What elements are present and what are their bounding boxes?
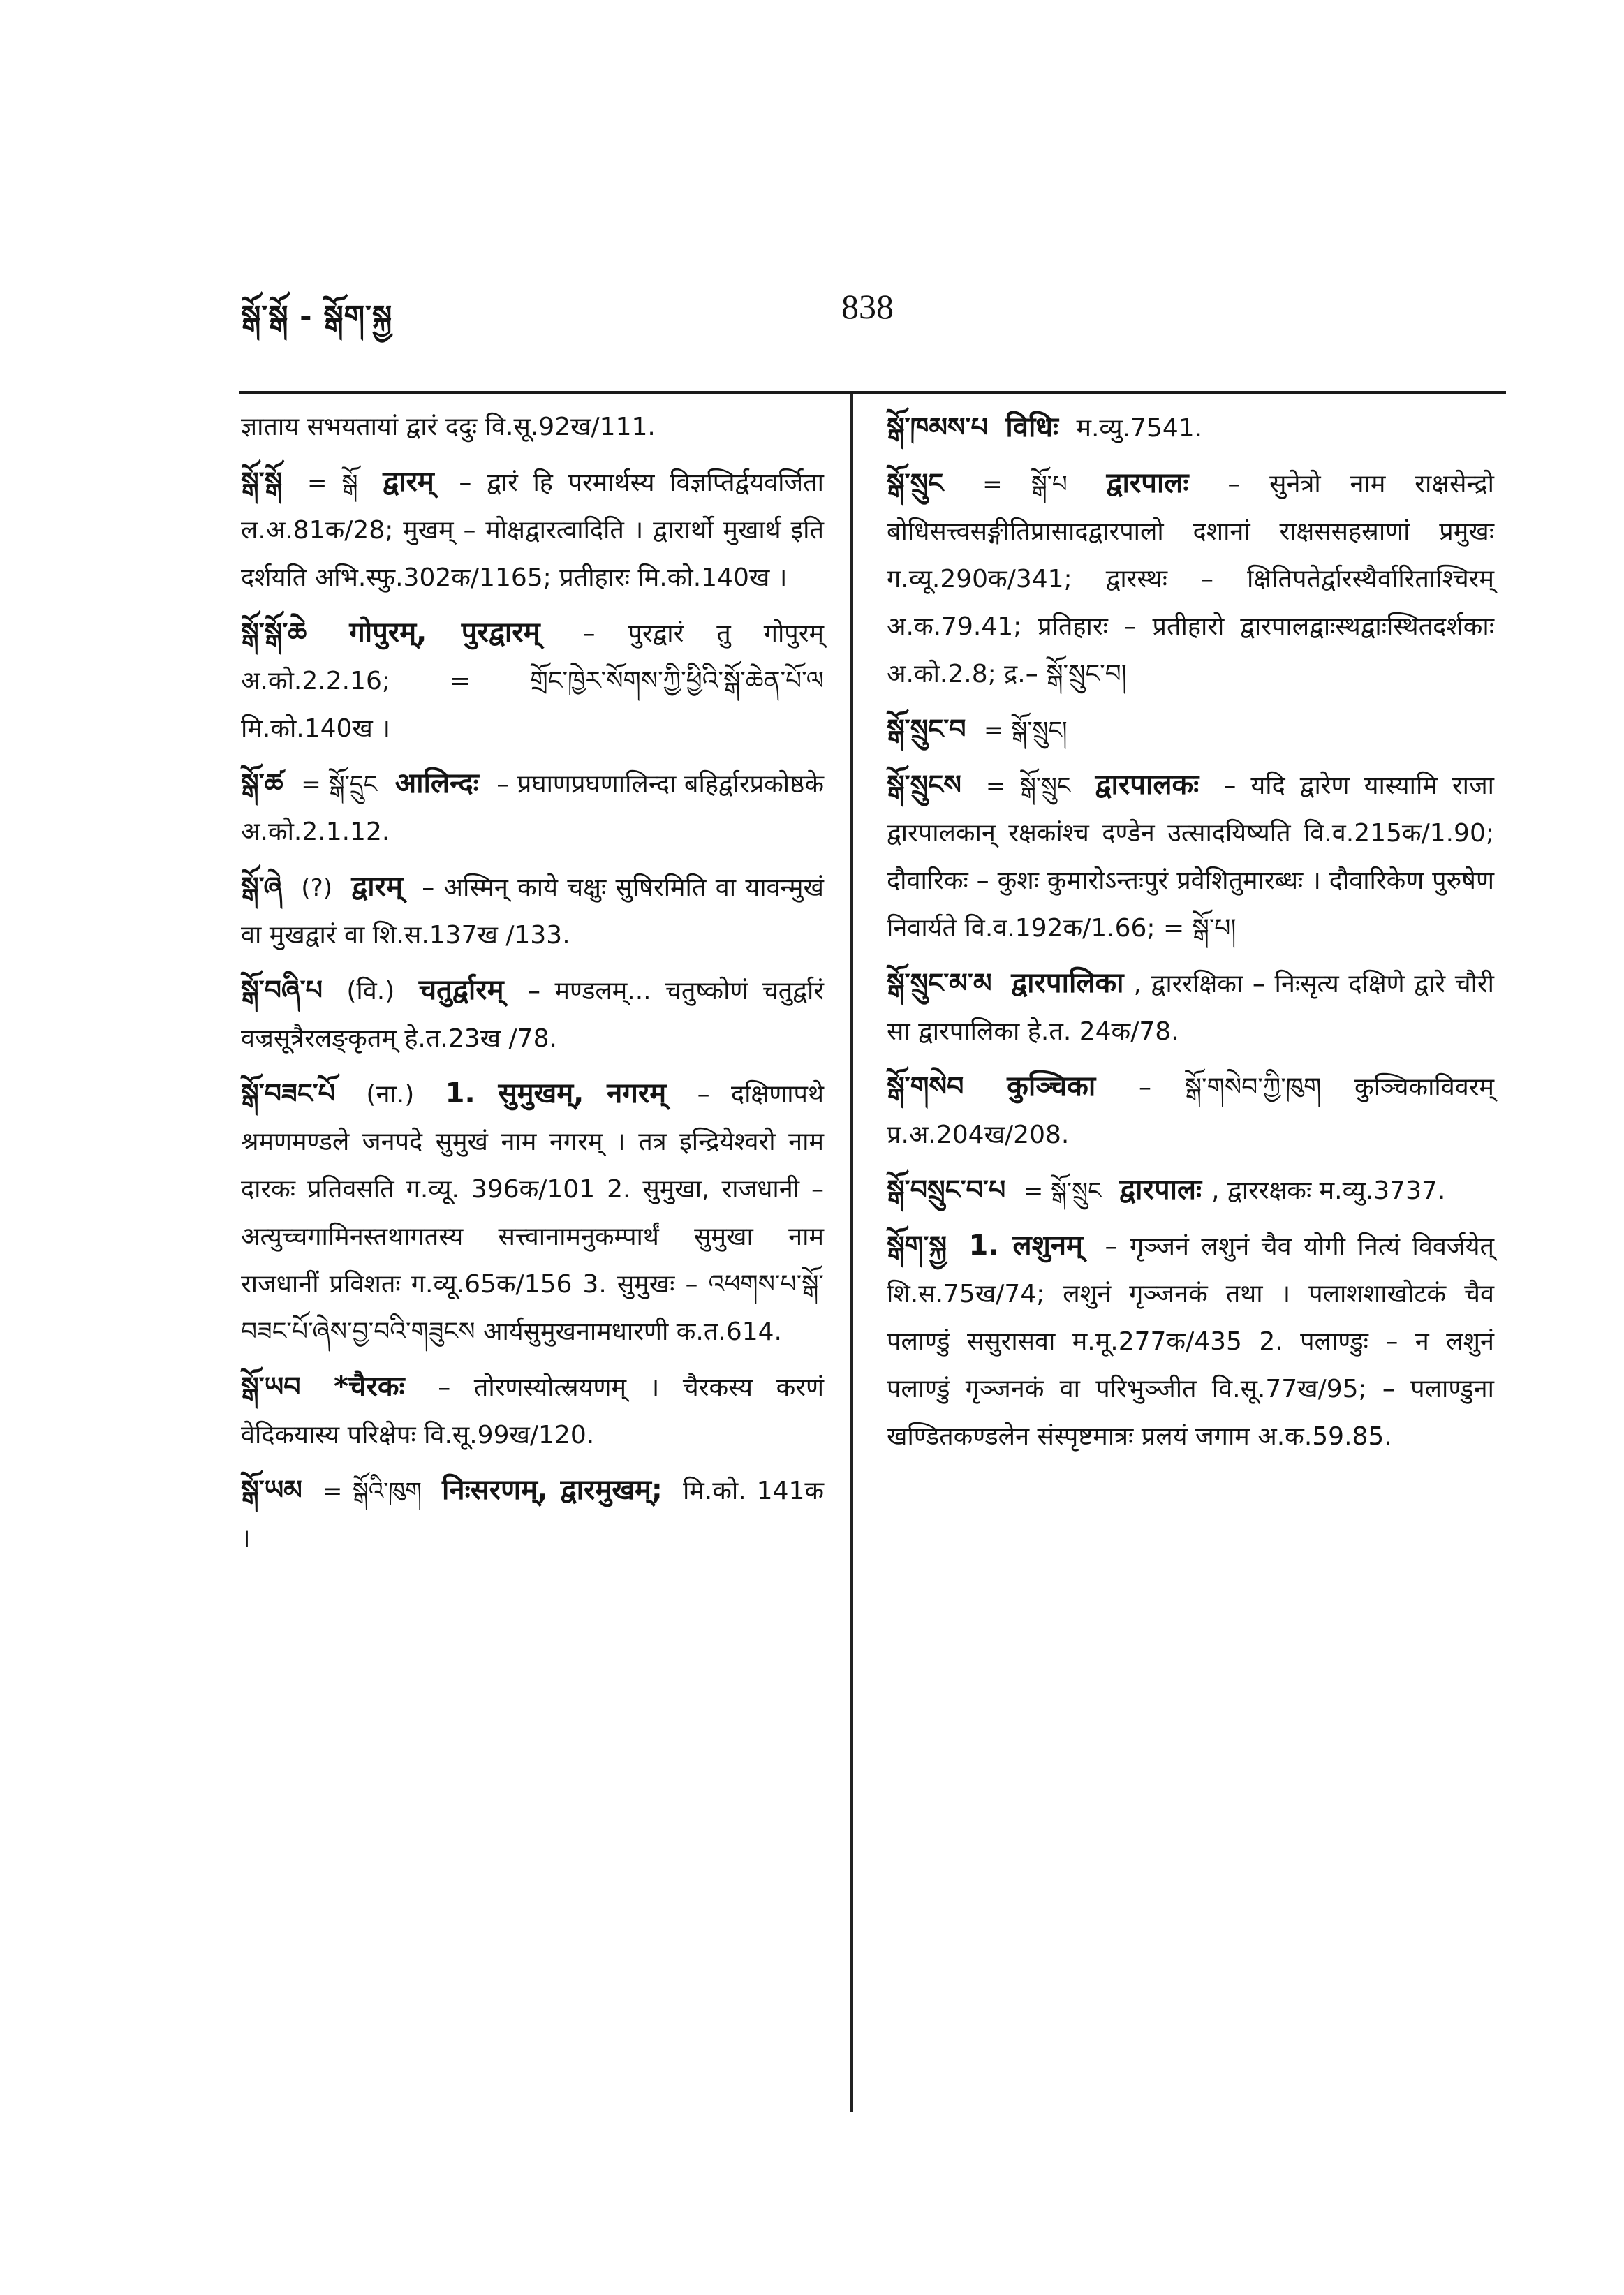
left-column: [241, 404, 824, 1570]
column-divider: [850, 394, 853, 2112]
dictionary-entry: [241, 863, 824, 959]
sanskrit-equivalent: गोपुरम्, पुरद्वारम्: [349, 617, 540, 649]
equivalence: = སྒོ་སྲུང: [1023, 1177, 1102, 1205]
entry-text: – སྒོ་གསེབ་ཀྱི་ཁུག कुञ्चिकाविवरम् प्र.अ.204ख/208.: [887, 1073, 1495, 1149]
sanskrit-equivalent: कुञ्चिका: [1007, 1070, 1096, 1102]
entry-text: – पुरद्वारं तु गोपुरम् अ.को.2.2.16; = གྲོང་ཁྱེར་སོགས་ཀྱི་ཕྱིའི་སྒོ་ཆེན་པོ་ལ मि.को.140ख ।: [241, 619, 824, 743]
equivalence: = སྒོ་པ: [982, 471, 1068, 499]
sanskrit-equivalent: आलिन्दः: [394, 767, 479, 799]
tibetan-headword: སྒོ་བསྲུང་བ་པ: [887, 1174, 1006, 1205]
sanskrit-equivalent: द्वारम्: [383, 466, 434, 498]
tibetan-headword: སྒོ་སྒོ: [241, 466, 283, 497]
dictionary-entry: [241, 1466, 824, 1563]
sanskrit-equivalent: द्वारम्: [351, 871, 403, 903]
tibetan-headword: སྒོ་ཡམ: [241, 1475, 302, 1505]
page-number: 838: [841, 287, 894, 326]
dictionary-entry: [241, 966, 824, 1063]
equivalence: = སྒོའི་ཁུག: [322, 1477, 422, 1505]
equivalence: (?): [301, 874, 332, 902]
dictionary-entry: [241, 404, 824, 451]
entry-text: – दक्षिणापथे श्रमणमण्डले जनपदे सुमुखं नाम नगरम् । तत्र इन्द्रियेश्वरो नाम दारकः प्रतिवसति ग.व्यू. 396क/101 2. सुमुखा, राजधानी – अत्युच्चगामिनस्तथागतस्य सत्त्वानामनुकम्पार्थं सुमुखा नाम राजधानीं प्रविशतः ग.व्यू.65क/156 3. सुमुखः – འཕགས་པ་སྒོ་བཟང་པོ་ཞེས་བྱ་བའི་གཟུངས आर्यसुमुखनामधारणी क.त.614.: [241, 1080, 825, 1346]
entry-text: , द्वाररक्षिका – निःसृत्य दक्षिणे द्वारे चौरी सा द्वारपालिका हे.त. 24क/78.: [887, 970, 1494, 1046]
dictionary-entry: [241, 458, 824, 602]
sanskrit-equivalent: *चैरकः: [334, 1371, 405, 1403]
sanskrit-equivalent: विधिः: [1005, 411, 1058, 443]
grammar-tag: (वि.): [346, 977, 395, 1005]
sanskrit-equivalent: द्वारपालः: [1106, 467, 1189, 499]
dictionary-entry: [241, 1070, 824, 1356]
tibetan-headword: སྒོ་ཞེ: [241, 871, 283, 902]
tibetan-headword: སྒོག་སྐྱ: [887, 1230, 947, 1261]
equivalence: = སྒོ་སྲུང།: [984, 716, 1068, 744]
entry-text: – प्रघाणप्रघणालिन्दा बहिर्द्वारप्रकोष्ठके अ.को.2.1.12.: [241, 770, 824, 846]
dictionary-entry: [887, 1166, 1494, 1215]
tibetan-headword: སྒོ་སྒོ་ཆེ: [241, 617, 307, 648]
sanskrit-equivalent: निःसरणम्, द्वारमुखम्;: [442, 1474, 663, 1506]
tibetan-headword: སྒོ་ཁམས་པ: [887, 412, 988, 443]
dictionary-entry: [887, 761, 1494, 952]
entry-text: म.व्यु.7541.: [1076, 414, 1203, 443]
sanskrit-equivalent: द्वारपालिका: [1011, 967, 1124, 999]
entry-text: , द्वाररक्षकः म.व्यु.3737.: [1211, 1176, 1446, 1205]
entry-text: – सुनेत्रो नाम राक्षसेन्द्रो बोधिसत्त्वसङ्गीतिप्रासादद्वारपालो दशानां राक्षससहस्राणां प्रमुखः ग.व्यू.290क/341; द्वारस्थः – क्षितिपतेर्द्वारस्थैर्वारिताश्चिरम् अ.क.79.41; प्रतिहारः – प्रतीहारो द्वारपालद्वाःस्थद्वाःस्थितदर्शकाः अ.को.2.8; द्र.– སྒོ་སྲུང་བ།: [887, 470, 1494, 688]
equivalence: = སྒོ: [307, 469, 358, 497]
entry-text: – मण्डलम्... चतुष्कोणं चतुर्द्वारं वज्रसूत्रैरलङ्कृतम् हे.त.23ख /78.: [241, 977, 824, 1053]
tibetan-headword: སྒོ་སྲུངས: [887, 769, 961, 800]
dictionary-entry: [887, 959, 1494, 1056]
header-headword-range: སྒོ་སྒོ - སྒོག་སྐྱ: [241, 299, 393, 333]
dictionary-entry: [887, 459, 1494, 698]
grammar-tag: (ना.): [366, 1080, 415, 1109]
sanskrit-equivalent: द्वारपालकः: [1095, 769, 1199, 801]
sanskrit-equivalent: चतुर्द्वारम्: [418, 974, 504, 1006]
sanskrit-equivalent: द्वारपालः: [1119, 1174, 1202, 1206]
equivalence: = སྒོ་དྲུང: [301, 771, 378, 799]
dictionary-entry: [887, 404, 1494, 452]
dictionary-entry: [241, 609, 824, 753]
tibetan-headword: སྒོ་བཟང་པོ: [241, 1078, 336, 1109]
sanskrit-equivalent: 1. लशुनम्: [968, 1230, 1083, 1262]
tibetan-headword: སྒོ་སྲུང་བ: [887, 714, 966, 744]
dictionary-entry: [887, 1063, 1494, 1159]
tibetan-headword: སྒོ་ཚ: [241, 768, 283, 799]
entry-text: – द्वारं हि परमार्थस्य विज्ञप्तिर्द्वयवर्जिता ल.अ.81क/28; मुखम् – मोक्षद्वारत्वादिति । द्वारार्थो मुखार्थ इति दर्शयति अभि.स्फु.302क/1165; प्रतीहारः मि.को.140ख ।: [241, 468, 824, 592]
sanskrit-equivalent: 1. सुमुखम्, नगरम्: [445, 1077, 667, 1109]
dictionary-entry: [887, 705, 1494, 754]
entry-text: ज्ञाताय सभयतायां द्वारं ददुः वि.सू.92ख/111.: [241, 413, 656, 441]
dictionary-entry: [241, 1363, 824, 1459]
tibetan-headword: སྒོ་སྲུང་མ་མ: [887, 968, 992, 998]
right-column: [887, 404, 1494, 1468]
entry-text: मि.को. 141क ।: [241, 1477, 825, 1553]
dictionary-entry: [241, 760, 824, 856]
tibetan-headword: སྒོ་ཡབ: [241, 1371, 301, 1402]
entry-text: – गृञ्जनं लशुनं चैव योगी नित्यं विवर्जयेत् शि.स.75ख/74; लशुनं गृञ्जनकं तथा । पलाशशाखोटकं चैव पलाण्डुं ससुरासवा म.मू.277क/435 2. पलाण्डुः – न लशुनं पलाण्डुं गृञ्जनकं वा परिभुञ्जीत वि.सू.77ख/95; – पलाण्डुना खण्डितकण्डलेन संस्पृष्टमात्रः प्रलयं जगाम अ.क.59.85.: [887, 1232, 1494, 1451]
dictionary-entry: [887, 1222, 1494, 1461]
tibetan-headword: སྒོ་སྲུང: [887, 468, 944, 499]
equivalence: = སྒོ་སྲུང: [985, 772, 1071, 800]
entry-text: – अस्मिन् काये चक्षुः सुषिरमिति वा यावन्मुखं वा मुखद्वारं वा शि.स.137ख /133.: [241, 873, 824, 950]
entry-text: – तोरणस्योत्स्रयणम् । चैरकस्य करणं वेदिकयास्य परिक्षेपः वि.सू.99ख/120.: [241, 1373, 824, 1449]
tibetan-headword: སྒོ་གསེབ: [887, 1071, 964, 1102]
header-rule: [239, 391, 1506, 394]
tibetan-headword: སྒོ་བཞི་པ: [241, 975, 323, 1005]
entry-text: – यदि द्वारेण यास्यामि राजा द्वारपालकान् रक्षकांश्च दण्डेन उत्सादयिष्यति वि.व.215क/1.90; दौवारिकः – कुशः कुमारोऽन्तःपुरं प्रवेशितुमारब्धः । दौवारिकेण पुरुषेण निवार्यते वि.व.192क/1.66; = སྒོ་པ།: [887, 772, 1494, 943]
